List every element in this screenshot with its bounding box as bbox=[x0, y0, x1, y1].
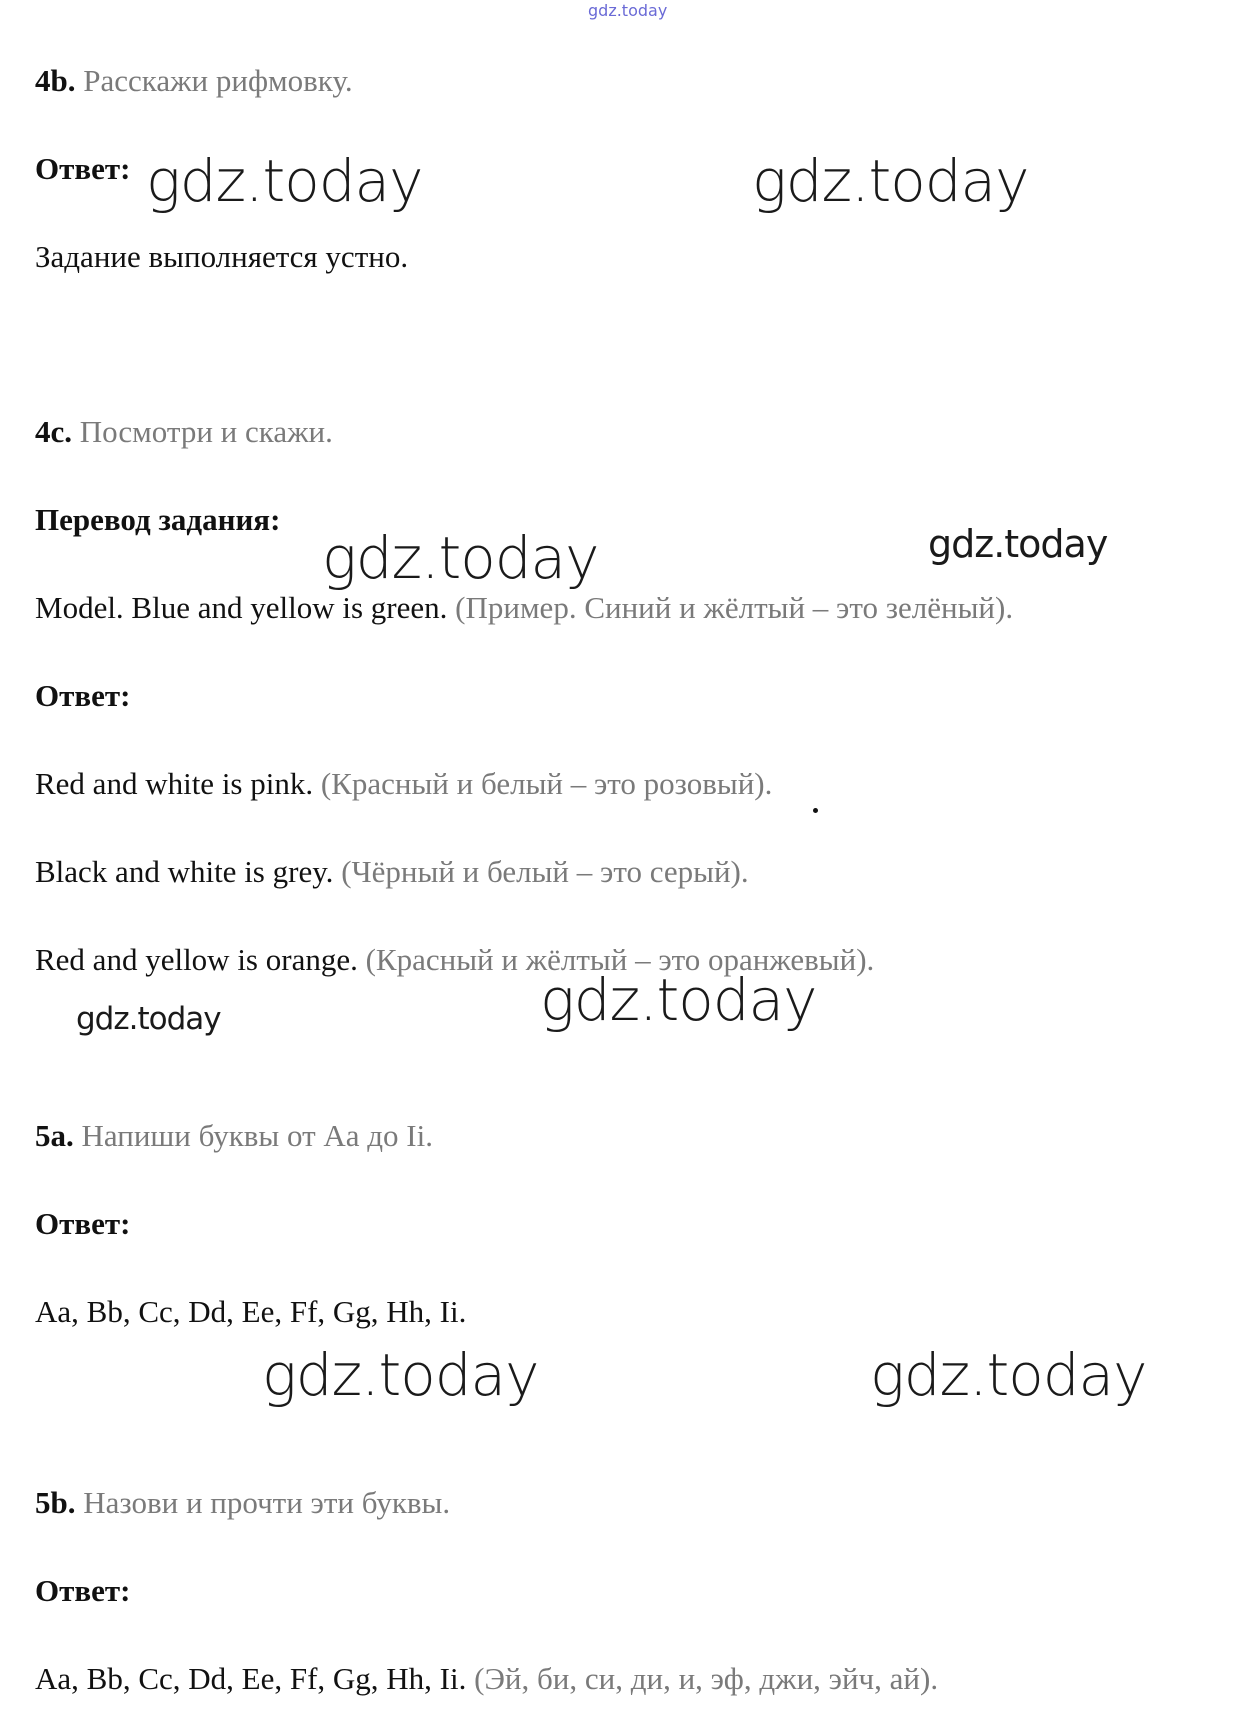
task-text: Назови и прочти эти буквы. bbox=[83, 1485, 451, 1520]
model-english: Model. Blue and yellow is green. bbox=[35, 590, 448, 625]
answer-label: Ответ: bbox=[35, 151, 131, 186]
answer-russian: (Эй, би, си, ди, и, эф, джи, эйч, ай). bbox=[474, 1661, 939, 1696]
answer-english: Black and white is grey. bbox=[35, 854, 334, 889]
task-number: 5a. bbox=[35, 1118, 74, 1153]
watermark: gdz.today bbox=[76, 1001, 221, 1037]
answer-russian: (Красный и белый – это розовый). bbox=[320, 766, 773, 801]
answer-line bbox=[35, 765, 772, 802]
answer-text: Aa, Bb, Cc, Dd, Ee, Ff, Gg, Hh, Ii. bbox=[35, 1294, 467, 1329]
answer-label: Ответ: bbox=[35, 678, 131, 713]
answer-line bbox=[35, 853, 749, 890]
task-number: 5b. bbox=[35, 1485, 76, 1520]
watermark: gdz.today bbox=[322, 524, 599, 592]
answer-line bbox=[35, 941, 874, 978]
model-russian: (Пример. Синий и жёлтый – это зелёный). bbox=[455, 590, 1014, 625]
task-4c bbox=[35, 413, 333, 450]
task-5a bbox=[35, 1117, 433, 1154]
watermark: gdz.today bbox=[870, 1341, 1147, 1409]
answer-line bbox=[35, 1660, 938, 1697]
translation-label: Перевод задания: bbox=[35, 502, 281, 537]
task-number: 4c. bbox=[35, 414, 73, 449]
answer-label: Ответ: bbox=[35, 1573, 131, 1608]
watermark: gdz.today bbox=[540, 966, 817, 1034]
watermark: gdz.today bbox=[928, 522, 1108, 566]
task-number: 4b. bbox=[35, 63, 76, 98]
task-text: Напиши буквы от Aa до Ii. bbox=[81, 1118, 433, 1153]
answer-label: Ответ: bbox=[35, 1206, 131, 1241]
answer-english: Red and yellow is orange. bbox=[35, 942, 358, 977]
stray-dot bbox=[813, 808, 818, 813]
task-text: Расскажи рифмовку. bbox=[83, 63, 353, 98]
answer-text: Задание выполняется устно. bbox=[35, 239, 409, 274]
answer-english: Aa, Bb, Cc, Dd, Ee, Ff, Gg, Hh, Ii. bbox=[35, 1661, 467, 1696]
watermark: gdz.today bbox=[146, 147, 423, 215]
watermark: gdz.today bbox=[262, 1341, 539, 1409]
answer-russian: (Красный и жёлтый – это оранжевый). bbox=[365, 942, 875, 977]
model-line bbox=[35, 589, 1013, 626]
watermark-top: gdz.today bbox=[588, 1, 668, 20]
watermark: gdz.today bbox=[752, 147, 1029, 215]
answer-russian: (Чёрный и белый – это серый). bbox=[341, 854, 749, 889]
task-4b bbox=[35, 62, 353, 99]
task-text: Посмотри и скажи. bbox=[79, 414, 333, 449]
answer-english: Red and white is pink. bbox=[35, 766, 314, 801]
task-5b bbox=[35, 1484, 450, 1521]
